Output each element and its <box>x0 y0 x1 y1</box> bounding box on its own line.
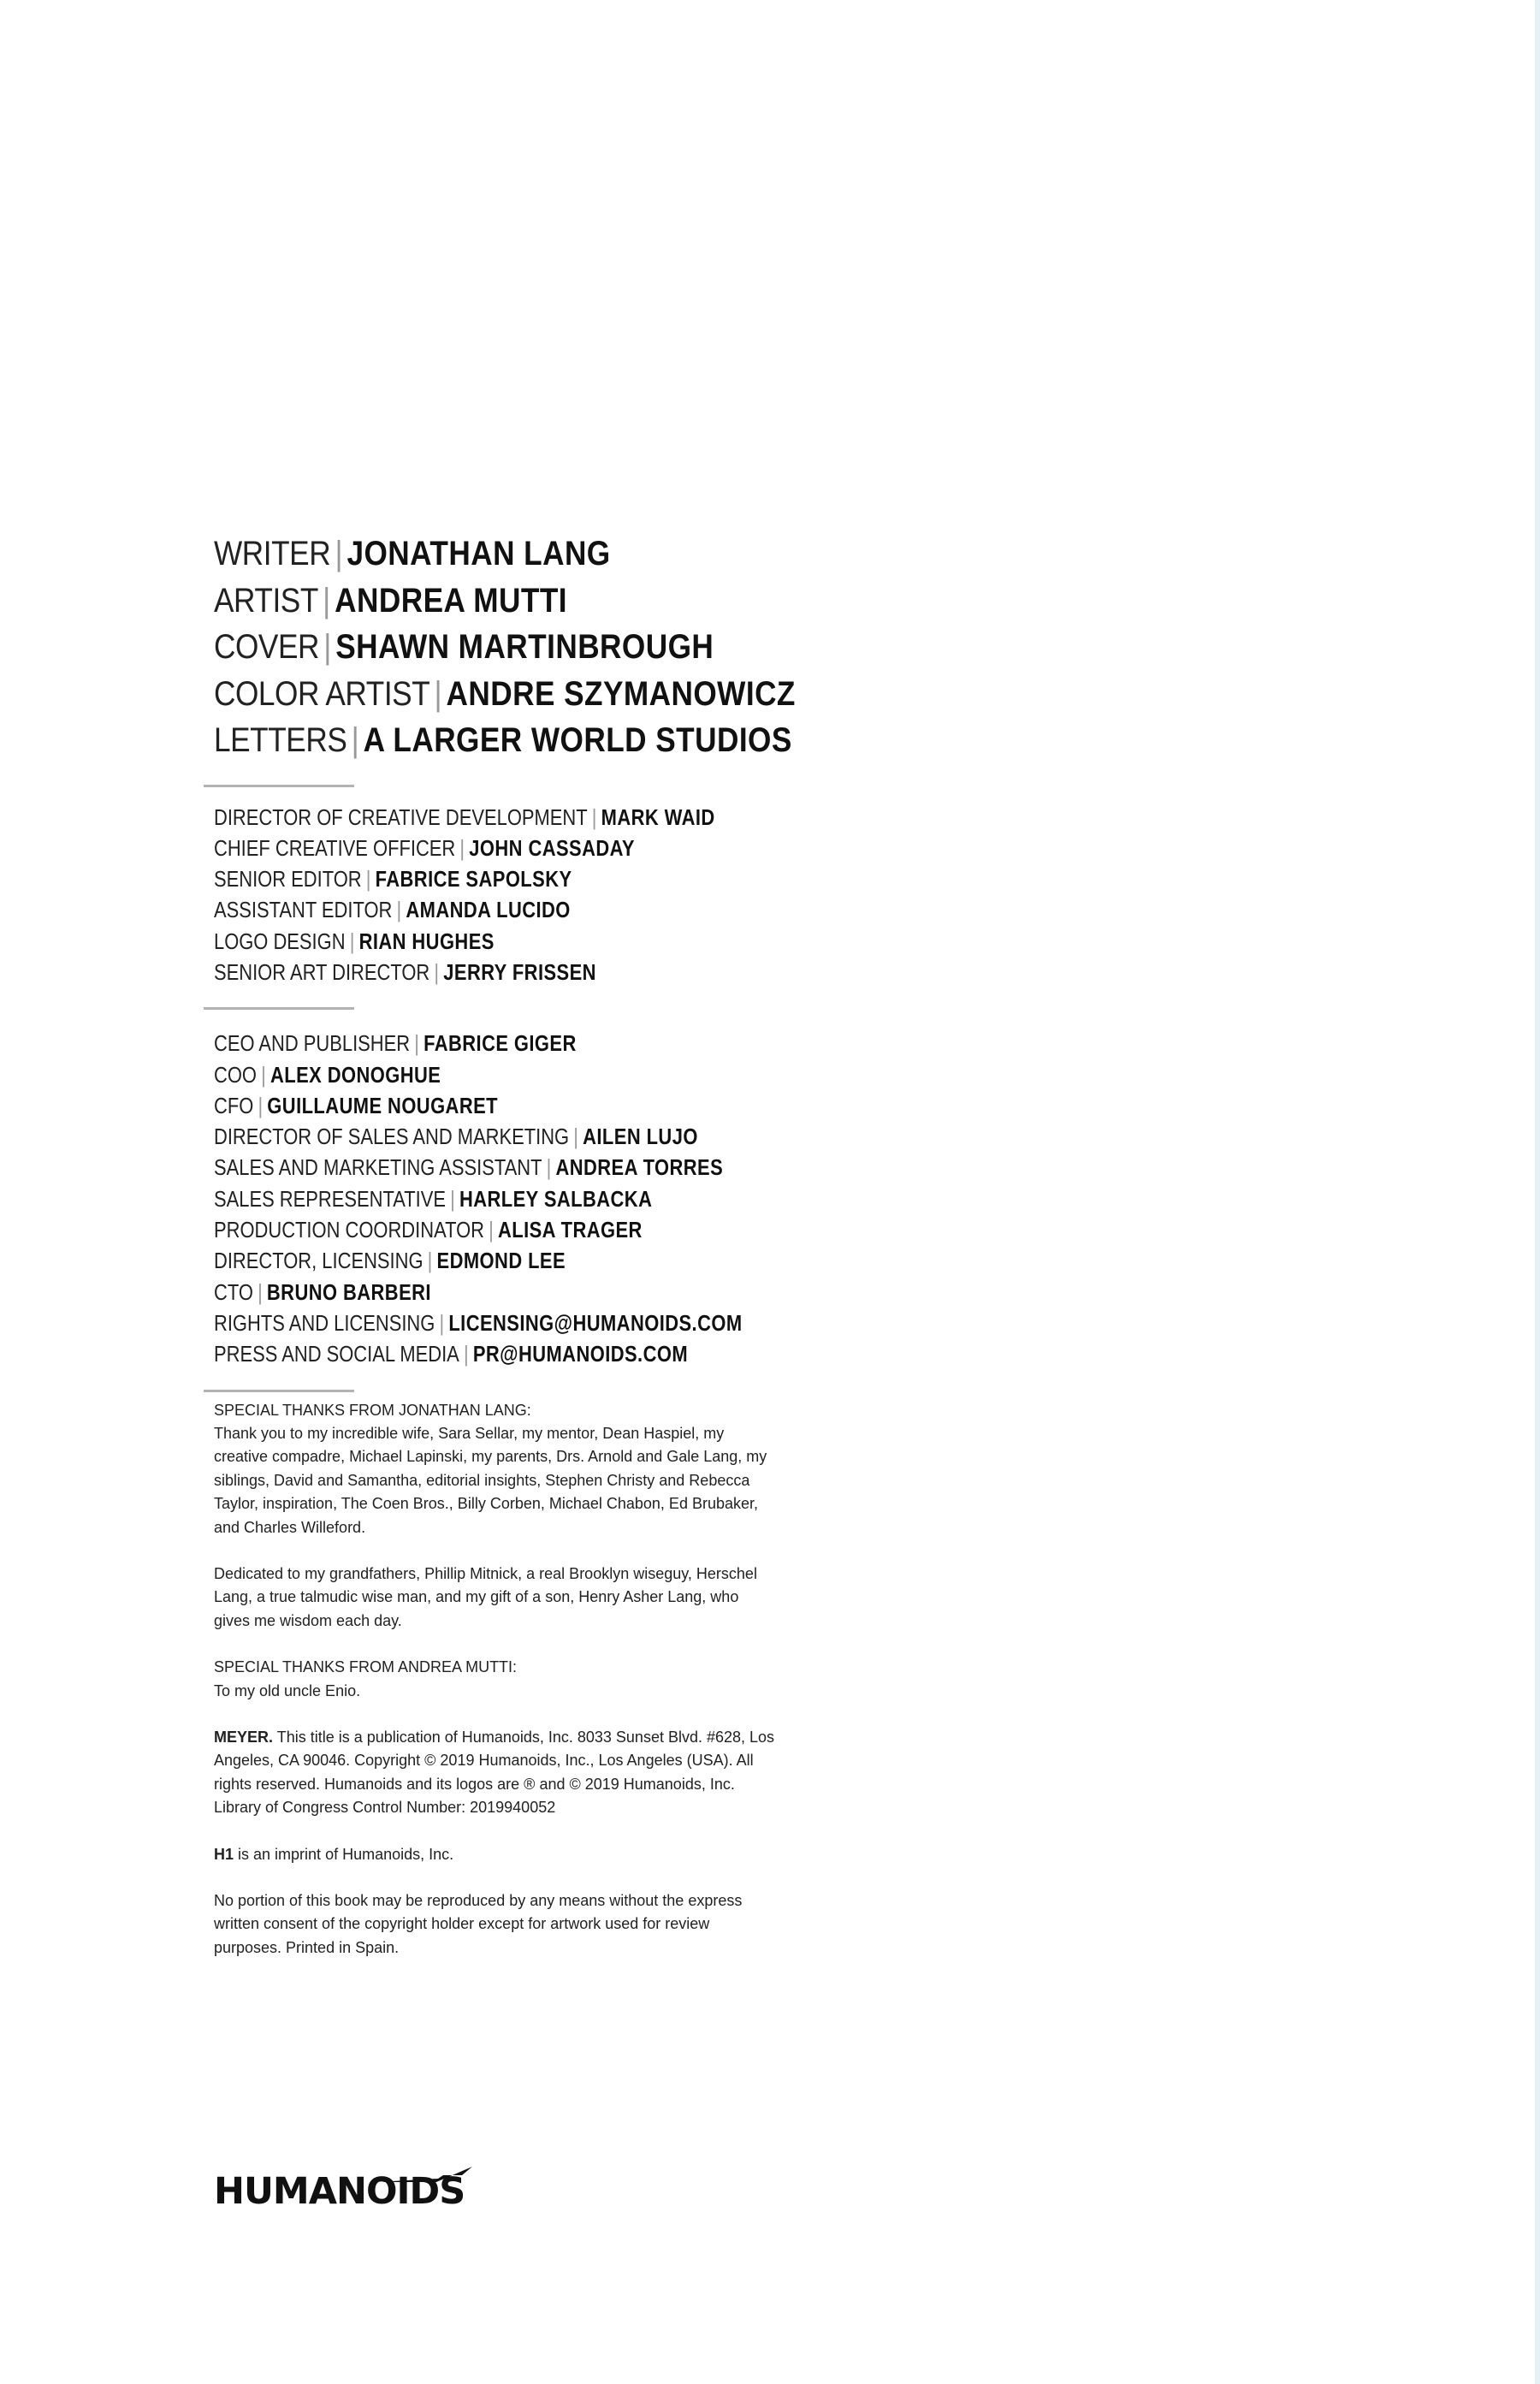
credit-name: MARK WAID <box>601 805 715 830</box>
credit-role: DIRECTOR OF CREATIVE DEVELOPMENT <box>214 805 588 830</box>
credit-line <box>214 1246 743 1277</box>
credit-name: ANDREA MUTTI <box>335 581 568 620</box>
credit-role: COO <box>214 1063 257 1088</box>
credit-line <box>214 833 743 864</box>
credit-line <box>214 958 743 988</box>
publication-body: This title is a publication of Humanoids, Inc. 8033 Sunset Blvd. #628, Los Angeles, CA 90046. Copyright © 2019 Humanoids, Inc., Los Angeles (USA). All rights reserved. Humanoids and its logos are ® and © 2019 Humanoids, Inc. Library of Congress Control Number: 2019940052 <box>214 1729 775 1817</box>
thanks-mutti-heading: SPECIAL THANKS FROM ANDREA MUTTI: <box>214 1658 518 1676</box>
credit-line <box>214 1278 743 1308</box>
credit-role: CHIEF CREATIVE OFFICER <box>214 836 456 861</box>
credit-separator: | <box>459 836 465 861</box>
credit-name: ALEX DONOGHUE <box>270 1063 441 1088</box>
page-edge-strip <box>1535 0 1540 2384</box>
credit-name: FABRICE GIGER <box>424 1032 577 1057</box>
legal-notice: No portion of this book may be reproduced by any means without the express written consent of the copyright holder except for artwork used for review purposes. Printed in Spain. <box>214 1892 743 1956</box>
credit-separator: | <box>323 581 330 620</box>
credits-page <box>214 531 830 1983</box>
credit-separator: | <box>335 535 343 572</box>
thanks-mutti-body: To my old uncle Enio. <box>214 1681 361 1699</box>
main-credits <box>214 531 830 764</box>
credit-name: EDMOND LEE <box>436 1249 566 1274</box>
credit-role: SENIOR ART DIRECTOR <box>214 960 430 985</box>
humanoids-logo <box>214 2165 509 2216</box>
credit-name: AILEN LUJO <box>583 1125 698 1150</box>
licensing-email: LICENSING@HUMANOIDS.COM <box>448 1311 743 1336</box>
credit-line <box>214 1060 743 1091</box>
credit-role: LOGO DESIGN <box>214 929 346 954</box>
credit-role: WRITER <box>214 535 331 572</box>
publication-notice <box>214 1726 779 1820</box>
credit-separator: | <box>546 1156 552 1181</box>
credit-separator: | <box>349 929 355 954</box>
credit-name: BRUNO BARBERI <box>266 1280 431 1305</box>
credit-line <box>214 1308 743 1339</box>
credit-name: GUILLAUME NOUGARET <box>267 1094 498 1118</box>
publication-title: MEYER. <box>214 1729 274 1746</box>
credit-separator: | <box>489 1219 494 1243</box>
credit-separator: | <box>323 628 331 666</box>
credit-separator: | <box>258 1094 264 1118</box>
section-divider <box>204 1007 354 1010</box>
credit-separator: | <box>434 960 440 985</box>
imprint-title: H1 <box>214 1845 234 1863</box>
credit-role: COLOR ARTIST <box>214 674 430 713</box>
thanks-lang-heading: SPECIAL THANKS FROM JONATHAN LANG: <box>214 1401 531 1419</box>
credit-role: CTO <box>214 1280 253 1305</box>
credit-role: PRODUCTION COORDINATOR <box>214 1219 484 1243</box>
credit-line <box>214 1184 743 1215</box>
credit-separator: | <box>414 1032 419 1057</box>
credit-line <box>214 1215 743 1246</box>
credit-name: ALISA TRAGER <box>497 1219 643 1243</box>
credit-role: DIRECTOR OF SALES AND MARKETING <box>214 1125 570 1150</box>
credit-name: RIAN HUGHES <box>358 929 495 954</box>
credit-line <box>214 624 756 671</box>
credit-separator: | <box>591 805 597 830</box>
credit-name: AMANDA LUCIDO <box>406 898 571 923</box>
credit-line <box>214 1029 743 1059</box>
credit-separator: | <box>573 1125 578 1150</box>
credit-line <box>214 895 743 926</box>
credit-separator: | <box>463 1343 469 1367</box>
credit-name: SHAWN MARTINBROUGH <box>335 628 714 666</box>
credit-line <box>214 671 796 718</box>
imprint-body: is an imprint of Humanoids, Inc. <box>238 1845 454 1863</box>
credit-line <box>214 927 743 958</box>
credit-role: PRESS AND SOCIAL MEDIA <box>214 1343 459 1367</box>
dedication: Dedicated to my grandfathers, Phillip Mitnick, a real Brooklyn wiseguy, Herschel Lang, a true talmudic wise man, and my gift of a son, Henry Asher Lang, who gives me wisdom each day. <box>214 1564 757 1629</box>
thanks-lang <box>214 1399 779 1539</box>
credit-role: ARTIST <box>214 581 318 620</box>
credit-line <box>214 803 743 833</box>
credit-name: A LARGER WORLD STUDIOS <box>363 721 792 759</box>
credit-separator: | <box>351 721 359 759</box>
section-divider <box>204 785 354 787</box>
credit-line <box>214 1091 743 1122</box>
credit-line <box>214 578 756 625</box>
credit-line <box>214 1153 743 1183</box>
credit-role: ASSISTANT EDITOR <box>214 898 393 923</box>
credit-name: JERRY FRISSEN <box>443 960 596 985</box>
credit-role: CEO AND PUBLISHER <box>214 1032 411 1057</box>
credit-name: JOHN CASSADAY <box>469 836 635 861</box>
credit-name: ANDREA TORRES <box>555 1156 724 1181</box>
credit-role: CFO <box>214 1094 254 1118</box>
credit-line <box>214 1339 743 1370</box>
credit-separator: | <box>365 868 371 893</box>
editorial-credits <box>214 803 830 989</box>
thanks-mutti <box>214 1656 779 1703</box>
press-email: PR@HUMANOIDS.COM <box>472 1343 689 1367</box>
fine-print <box>214 1399 779 1960</box>
credit-role: SALES AND MARKETING ASSISTANT <box>214 1156 542 1181</box>
credit-separator: | <box>261 1063 266 1088</box>
credit-role: RIGHTS AND LICENSING <box>214 1311 435 1336</box>
credit-separator: | <box>427 1249 433 1274</box>
imprint-notice <box>214 1843 779 1866</box>
credit-role: DIRECTOR, LICENSING <box>214 1249 424 1274</box>
credit-name: FABRICE SAPOLSKY <box>375 868 572 893</box>
section-divider <box>204 1390 354 1392</box>
credit-line <box>214 1122 743 1153</box>
credit-name: HARLEY SALBACKA <box>459 1187 653 1212</box>
credit-name: ANDRE SZYMANOWICZ <box>446 674 796 713</box>
credit-separator: | <box>439 1311 445 1336</box>
credit-line <box>214 864 743 895</box>
credit-role: COVER <box>214 628 319 666</box>
credit-separator: | <box>450 1187 455 1212</box>
credit-separator: | <box>434 674 442 713</box>
credit-role: SENIOR EDITOR <box>214 868 362 893</box>
credit-line <box>214 717 792 764</box>
staff-credits <box>214 1029 830 1370</box>
credit-line <box>214 531 756 578</box>
credit-separator: | <box>396 898 402 923</box>
credit-role: LETTERS <box>214 721 347 759</box>
logo-text: HUMANOIDS <box>214 2170 465 2213</box>
credit-separator: | <box>258 1280 263 1305</box>
thanks-lang-body: Thank you to my incredible wife, Sara Sellar, my mentor, Dean Haspiel, my creative compadre, Michael Lapinski, my parents, Drs. Arnold and Gale Lang, my siblings, David and Samantha, editorial insights, Stephen Christy and Rebecca Taylor, inspiration, The Coen Bros., Billy Corben, Michael Chabon, Ed Brubaker, and Charles Willeford. <box>214 1424 767 1536</box>
credit-role: SALES REPRESENTATIVE <box>214 1187 446 1212</box>
credit-name: JONATHAN LANG <box>346 535 611 572</box>
